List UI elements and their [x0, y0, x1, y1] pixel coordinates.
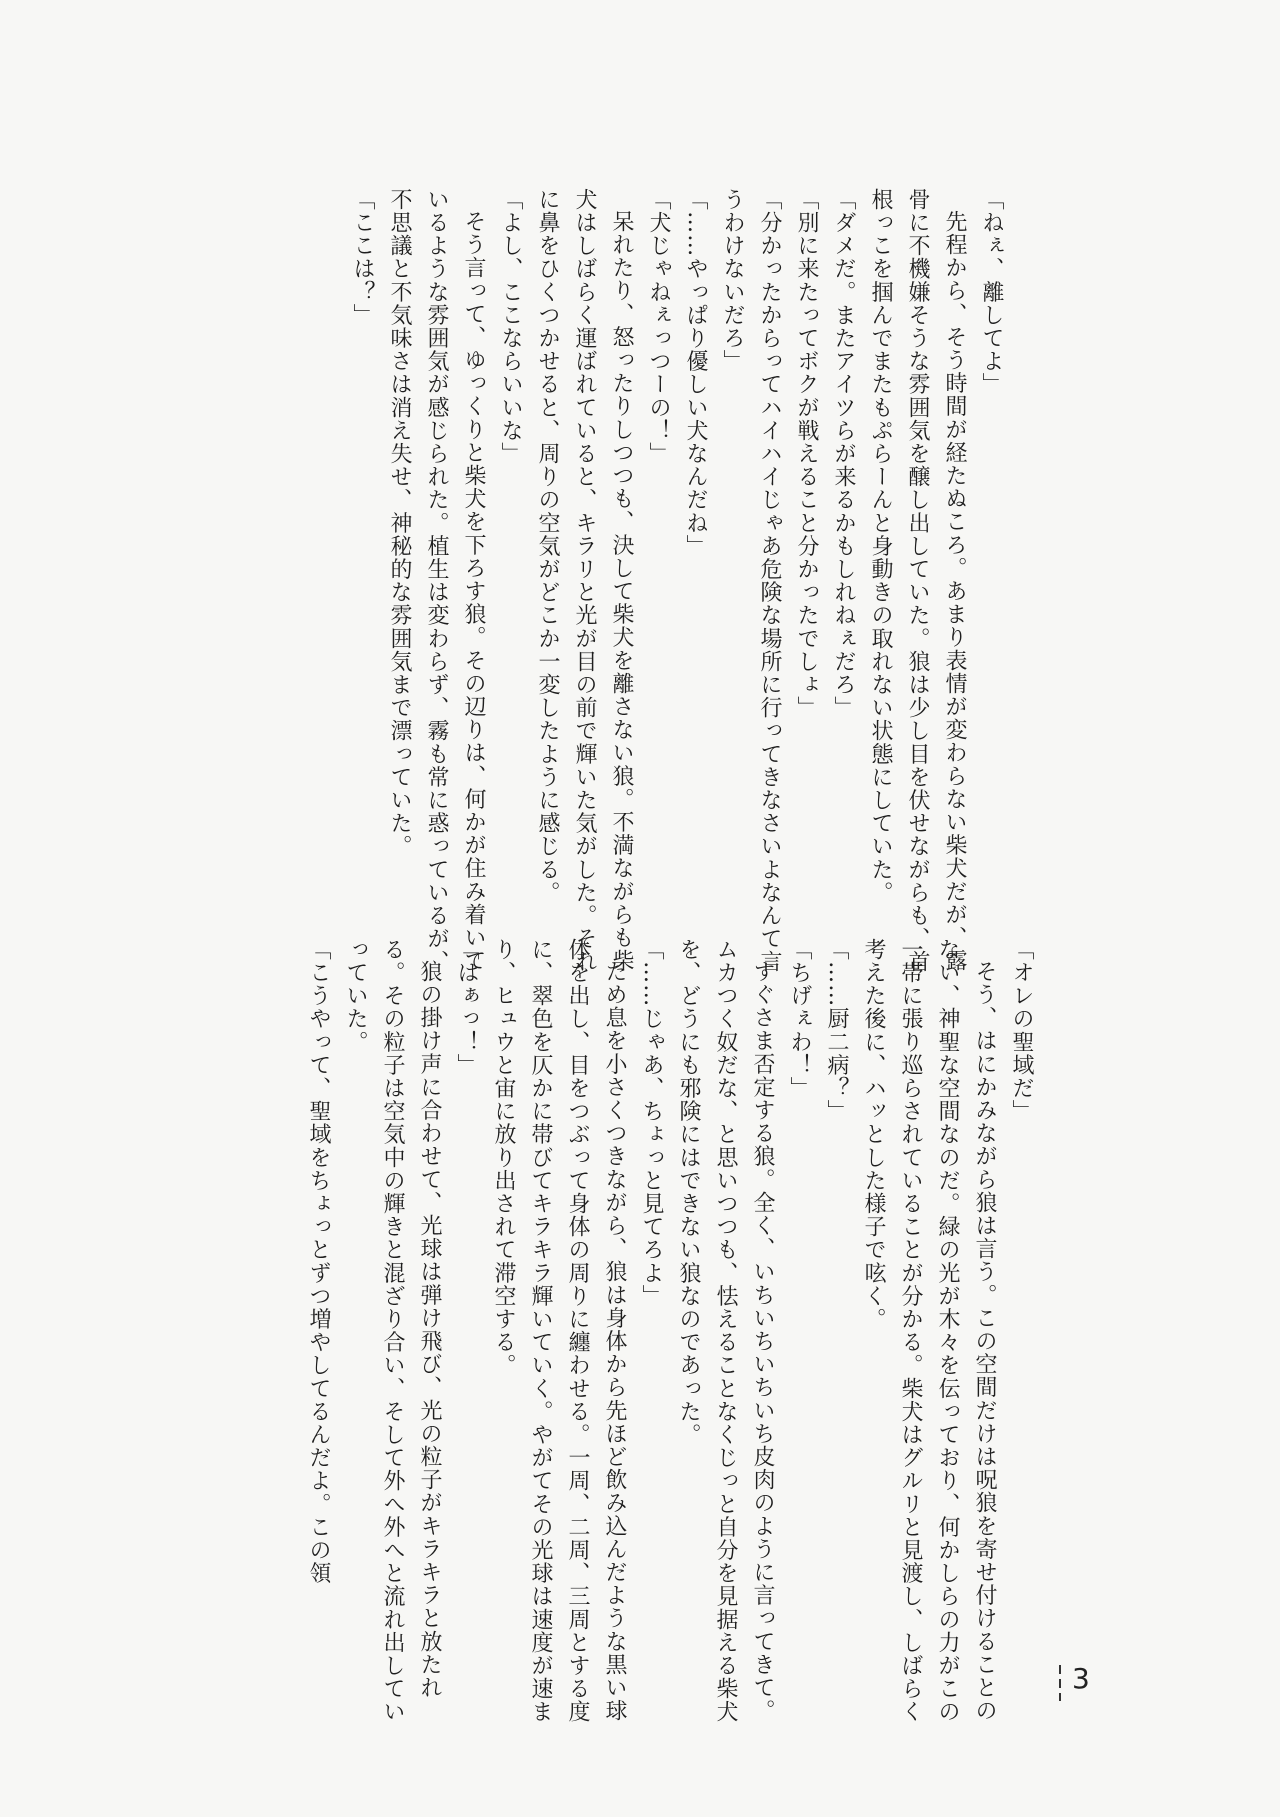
paragraph: 「……じゃあ、ちょっと見てろよ」	[639, 938, 664, 1308]
paragraph: 「はぁっ！」	[454, 938, 479, 1077]
paragraph: 「ダメだ。またアイツらが来るかもしれねぇだろ」	[831, 188, 856, 720]
paragraph: 「ちげぇわ！」	[787, 938, 812, 1100]
paragraph: 「別に来たってボクが戦えること分かったでしょ」	[794, 188, 819, 720]
paragraph: そう、はにかみながら狼は言う。この空間だけは呪狼を寄せ付けることのない、神聖な空間なのだ。緑の光が木々を伝っており、何かしらの力がこの一帯に張り巡らされていることが分かる。柴犬はグルリと見渡し、しばらく考えた後に、ハッとした様子で呟く。	[861, 938, 997, 1724]
text-block-lower	[220, 938, 1040, 1738]
paragraph: ため息を小さくつきながら、狼は身体から先ほど飲み込んだような黒い球体を出し、目をつぶって身体の周りに纏わせる。一周、二周、三周とする度に、翠色を仄かに帯びてキラキラ輝いていく。やがてその光球は速度が速まり、ヒュウと宙に放り出されて滞空する。	[491, 938, 627, 1724]
paragraph: 「ここは？」	[350, 188, 375, 327]
paragraph: そう言って、ゆっくりと柴犬を下ろす狼。その辺りは、何かが住み着いているような雰囲気が感じられた。植生は変わらず、霧も常に惑っているが、不思議と不気味さは消え失せ、神秘的な雰囲気まで漂っていた。	[387, 188, 486, 974]
paragraph: 「……やっぱり優しい犬なんだね」	[683, 188, 708, 558]
paragraph: 「犬じゃねぇっつーの！」	[646, 188, 671, 466]
paragraph: 「分かったからってハイハイじゃあ危険な場所に行ってきなさいよなんて言うわけないだろ」	[720, 188, 782, 974]
paragraph: 「こうやって、聖域をちょっとずつ増やしてるんだよ。この領	[306, 938, 331, 1585]
paragraph: 「オレの聖域だ」	[1009, 938, 1034, 1123]
page-number-divider	[1059, 1665, 1061, 1701]
paragraph: 「よし、ここならいいな」	[498, 188, 523, 466]
paragraph: すぐさま否定する狼。全く、いちいちいちいち皮肉のように言ってきて。ムカつく奴だな、と思いつつも、怯えることなくじっと自分を見据える柴犬を、どうにも邪険にはできない狼なのであった。	[676, 938, 775, 1724]
paragraph: 「ねぇ、離してよ」	[979, 188, 1004, 396]
text-block-upper	[250, 188, 1010, 988]
paragraph: 呆れたり、怒ったりしつつも、決して柴犬を離さない狼。不満ながらも柴犬はしばらく運ばれていると、キラリと光が目の前で輝いた気がした。それに鼻をひくつかせると、周りの空気がどこか一変したように感じる。	[535, 188, 634, 974]
paragraph: 「……厨二病？」	[824, 938, 849, 1123]
page-number: 3	[1072, 1662, 1090, 1695]
paragraph: 先程から、そう時間が経たぬころ。あまり表情が変わらない柴犬だが、露骨に不機嫌そうな雰囲気を醸し出していた。狼は少し目を伏せながらも、首根っこを掴んでまたもぷらーんと身動きの取れない状態にしていた。	[868, 188, 967, 974]
paragraph: 狼の掛け声に合わせて、光球は弾け飛び、光の粒子がキラキラと放たれる。その粒子は空気中の輝きと混ざり合い、そして外へ外へと流れ出していっていた。	[343, 938, 442, 1724]
